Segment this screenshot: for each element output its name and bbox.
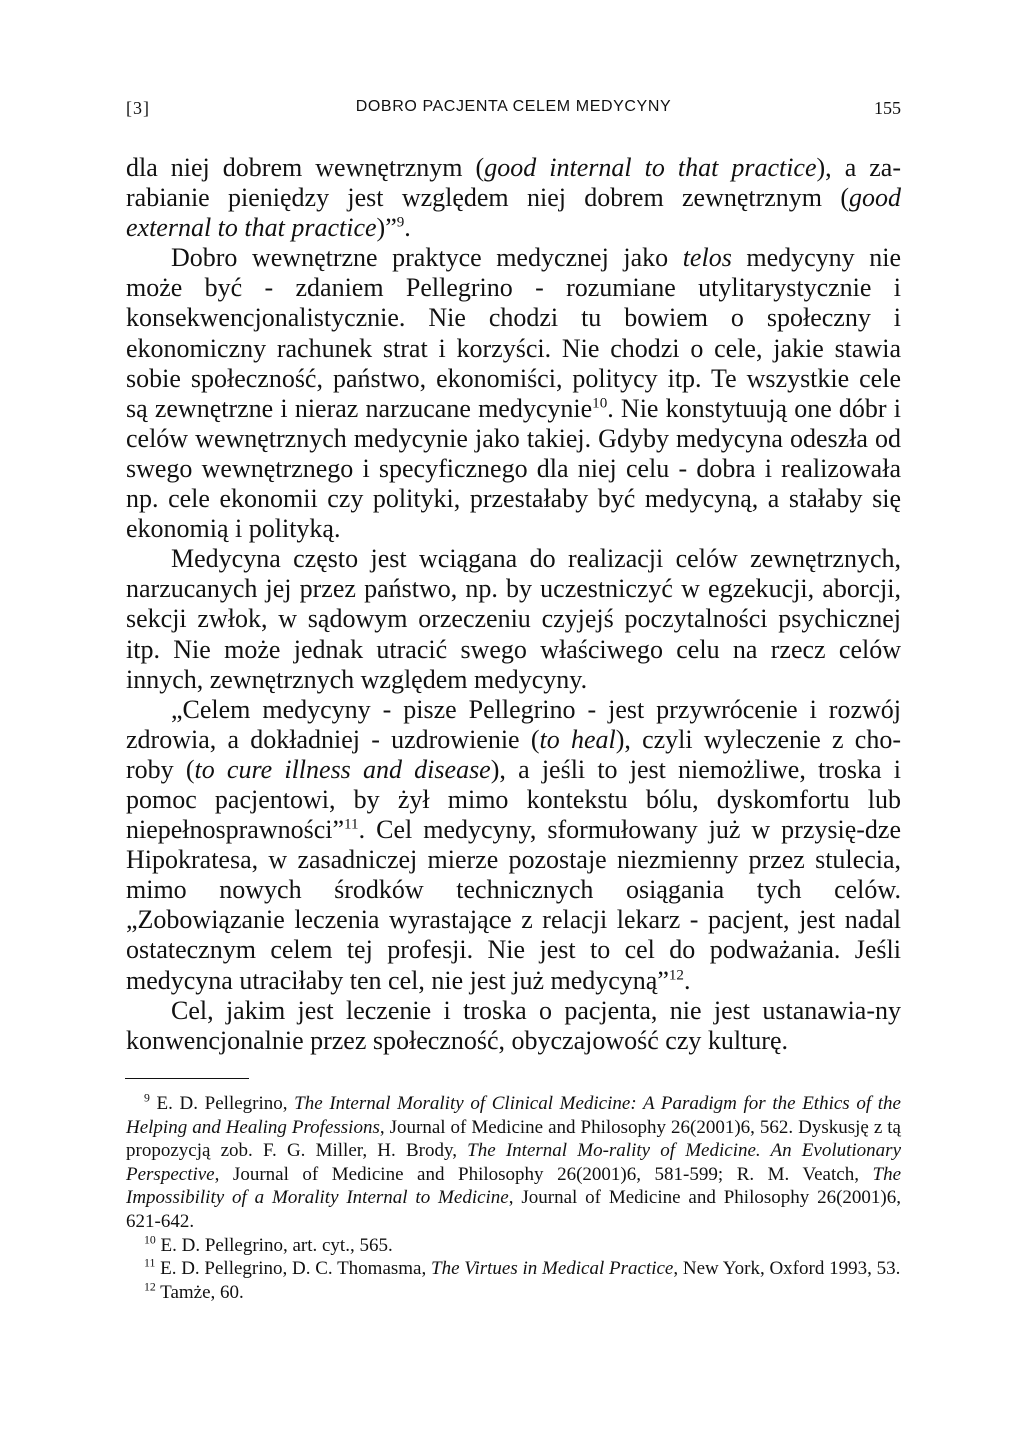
italic-phrase: to heal	[539, 724, 616, 754]
text-run: Tamże, 60.	[155, 1281, 244, 1303]
paragraph-4	[126, 695, 901, 996]
text-run: , Journal of Medicine and Philosophy 26(2001)6, 562. Dyskusję z tą propozycją zob. F. G. Miller, H. Brody,	[126, 1116, 901, 1162]
italic-phrase: telos	[682, 243, 732, 273]
text-run: E. D. Pellegrino, art. cyt., 565.	[155, 1234, 393, 1256]
text-run: .	[683, 965, 691, 995]
text-run: ), a jeśli to jest niemożliwe, troska i pomoc pacjentowi, by żył mimo kontekstu bólu, dyskomfortu lub niepełnosprawności”	[126, 754, 901, 845]
paragraph-1	[126, 153, 901, 243]
footnote-number: 12	[144, 1280, 156, 1294]
running-title: DOBRO PACJENTA CELEM MEDYCYNY	[355, 98, 672, 115]
text-run: medycyny nie może być - zdaniem Pellegrino - rozumiane utylitarystycznie i konsekwencjonalistycznie. Nie chodzi tu bowiem o społeczny i ekonomiczny rachunek strat i korzyści. Nie chodzi o cele, jakie stawia sobie społeczność, państwo, ekonomiści, politycy itp. Te wszystkie cele są zewnętrzne i nieraz narzucane medycynie	[126, 243, 901, 423]
footnote-ref: 9	[396, 214, 405, 231]
running-head	[126, 98, 901, 130]
text-run: )”	[376, 213, 397, 243]
footnote-separator	[125, 1078, 249, 1079]
footnote-ref: 10	[592, 395, 608, 412]
text-run: .	[404, 213, 411, 243]
body-text	[126, 153, 901, 1056]
paragraph-3: Medycyna często jest wciągana do realizacji celów zewnętrznych, narzucanych jej przez państwo, np. by uczestniczyć w egzekucji, aborcji, sekcji zwłok, w sądowym orzeczeniu czyjejś poczytalności psychicznej itp. Nie może jednak utracić swego właściwego celu na rzecz celów innych, zewnętrznych względem medycyny.	[126, 544, 901, 694]
footnote-ref: 11	[344, 816, 359, 833]
footnote-number: 9	[144, 1091, 150, 1105]
footnote-12	[126, 1281, 901, 1305]
italic-phrase: good external to that practice	[126, 183, 901, 243]
paragraph-5: Cel, jakim jest leczenie i troska o pacjenta, nie jest ustanawia-ny konwencjonalnie przez społeczność, obyczajowość czy kulturę.	[126, 995, 901, 1055]
italic-title: The Virtues in Medical Practice	[431, 1258, 674, 1280]
footnote-11	[126, 1257, 901, 1281]
text-run: „Celem medycyny - pisze Pellegrino - jest przywrócenie i rozwój zdrowia, a dokładniej - uzdrowienie (	[126, 694, 901, 754]
footnote-ref: 12	[668, 966, 684, 983]
page-number: 155	[874, 98, 901, 118]
italic-title: The Impossibility of a Morality Internal to Medicine	[126, 1163, 901, 1209]
footnote-9	[126, 1092, 901, 1234]
paragraph-2	[126, 243, 901, 544]
italic-title: The Internal Mo-rality of Medicine. An Evolutionary Perspective	[126, 1140, 901, 1185]
text-run: ), a za-rabianie pieniędzy jest względem niej dobrem zewnętrznym (	[126, 153, 902, 213]
text-run: E. D. Pellegrino, D. C. Thomasma,	[155, 1258, 431, 1280]
text-run: , Journal of Medicine and Philosophy 26(2001)6, 621-642.	[126, 1187, 901, 1232]
italic-phrase: to cure illness and disease	[194, 754, 491, 784]
text-run: E. D. Pellegrino,	[149, 1093, 295, 1114]
text-run: . Cel medycyny, sformułowany już w przysię-dze Hipokratesa, w zasadniczej mierze pozostaje niezmienny przez stulecia, mimo nowych środków technicznych osiągania tych celów. „Zobowiązanie leczenia wyrastające z relacji lekarz - pacjent, jest nadal ostatecznym celem tej profesji. Nie jest to cel do podważania. Jeśli medycyna utraciłaby ten cel, nie jest już medycyną”	[126, 815, 901, 995]
text-run: Dobro wewnętrzne praktyce medycznej jako	[171, 243, 683, 273]
section-number: [3]	[126, 98, 150, 118]
italic-phrase: good internal to that practice	[484, 153, 817, 182]
footnote-number: 11	[144, 1256, 156, 1270]
text-run: dla niej dobrem wewnętrznym (	[126, 153, 485, 182]
text-run: ), czyli wyleczenie z cho-roby (	[126, 724, 901, 784]
italic-title: The Internal Morality of Clinical Medicine: A Paradigm for the Ethics of the Helping and Healing Professions	[126, 1093, 901, 1138]
footnote-10	[126, 1234, 901, 1258]
text-run: , Journal of Medicine and Philosophy 26(2001)6, 581-599; R. M. Veatch,	[214, 1163, 873, 1185]
footnote-number: 10	[144, 1233, 156, 1247]
text-run: , New York, Oxford 1993, 53.	[673, 1258, 901, 1280]
footnotes	[126, 1092, 901, 1304]
text-run: . Nie konstytuują one dóbr i celów wewnętrznych medycynie jako takiej. Gdyby medycyna odeszła od swego wewnętrznego i specyficznego dla niej celu - dobra i realizowała np. cele ekonomii czy polityki, przestałaby być medycyną, a stałaby się ekonomią i polityką.	[126, 393, 902, 544]
